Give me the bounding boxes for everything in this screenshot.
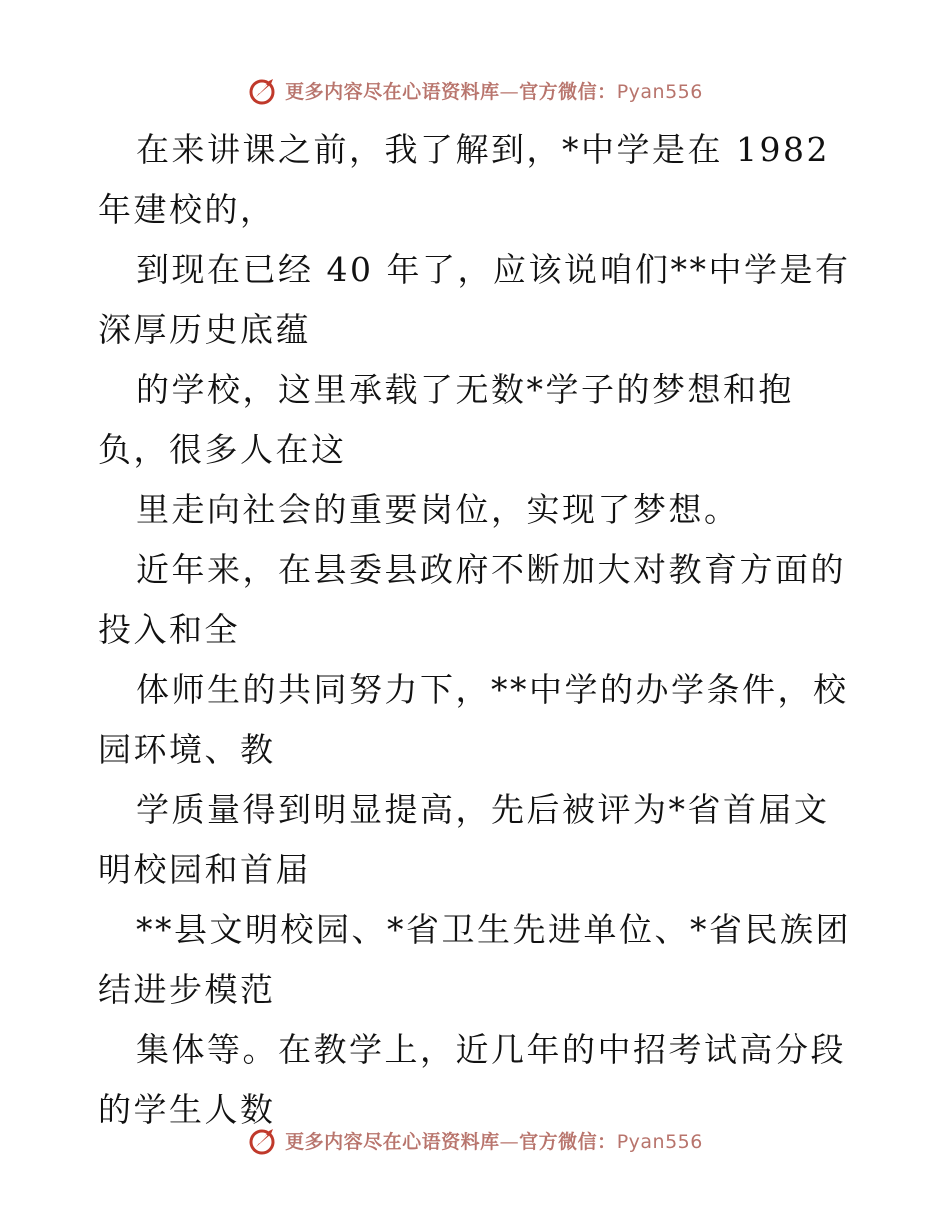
paragraph-line: 里走向社会的重要岗位，实现了梦想。 bbox=[136, 490, 740, 529]
paragraph-line: 学质量得到明显提高，先后被评为*省首届文明校园和首届 bbox=[98, 790, 830, 889]
header-watermark-banner bbox=[0, 70, 950, 110]
paragraph-line: 在来讲课之前，我了解到，*中学是在 1982 年建校的， bbox=[98, 130, 830, 229]
paragraph-line: 体师生的共同努力下，**中学的办学条件，校园环境、教 bbox=[98, 670, 849, 769]
banner-text: 更多内容尽在心语资料库—官方微信：Pyan556 bbox=[285, 80, 703, 103]
paragraph-line: 到现在已经 40 年了，应该说咱们**中学是有深厚历史底蕴 bbox=[98, 250, 851, 349]
paragraph-line: 集体等。在教学上，近几年的中招考试高分段的学生人数 bbox=[98, 1030, 846, 1129]
quill-logo-icon bbox=[247, 73, 281, 107]
paragraph-line: 的学校，这里承载了无数*学子的梦想和抱负，很多人在这 bbox=[98, 370, 794, 469]
footer-watermark-banner bbox=[0, 1120, 950, 1160]
body-text bbox=[98, 120, 858, 1140]
quill-logo-icon bbox=[247, 1123, 281, 1157]
banner-text: 更多内容尽在心语资料库—官方微信：Pyan556 bbox=[285, 1130, 703, 1153]
paragraph-line: **县文明校园、*省卫生先进单位、*省民族团结进步模范 bbox=[98, 910, 851, 1009]
paragraph-line: 近年来，在县委县政府不断加大对教育方面的投入和全 bbox=[98, 550, 846, 649]
